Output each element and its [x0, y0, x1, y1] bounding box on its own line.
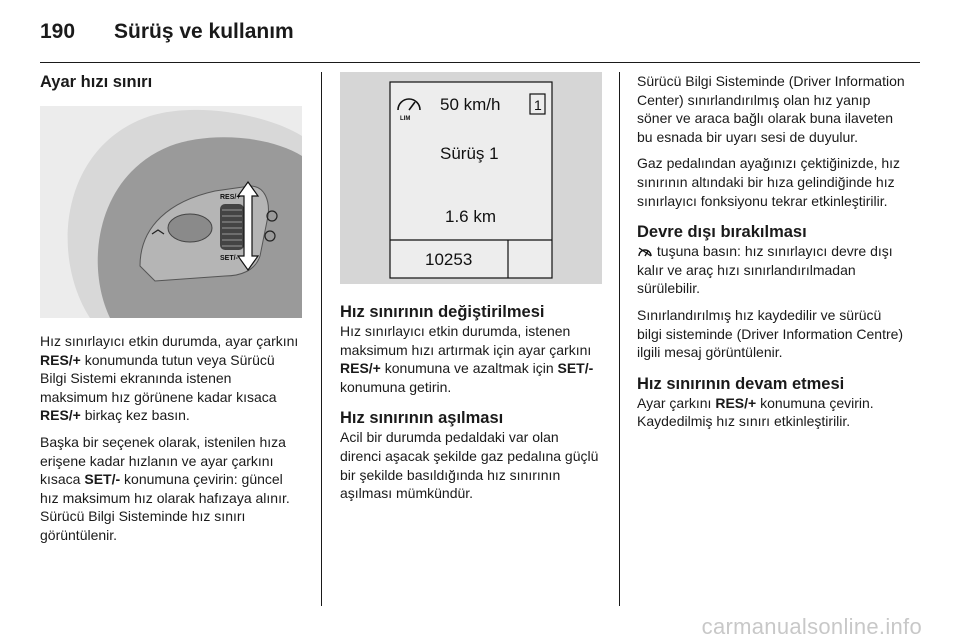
section-title: Ayar hızı sınırı	[40, 73, 153, 91]
column-2	[340, 72, 602, 503]
section-title: Hız sınırının aşılması	[340, 409, 504, 428]
paragraph: Sınırlandırılmış hız kaydedilir ve sürücü bilgi sisteminde (Driver Information Centre) ilgili mesaj görüntülenir.	[637, 306, 904, 361]
odometer: 10253	[425, 250, 473, 269]
paragraph: Gaz pedalından ayağınızı çektiğinizde, hız sınırının altındaki bir hıza gelindiğinde hız sınırlayıcı fonksiyonu tekrar etkinleştirilir.	[637, 155, 901, 209]
page-header	[40, 20, 920, 64]
paragraph: Sürücü Bilgi Sisteminde (Driver Information Center) sınırlandırılmış olan hız yanıp söner ve araca bağlı olarak buna ilaveten bu esnada bir uyarı sesi de duyulur.	[637, 73, 905, 145]
header-rule	[40, 62, 920, 63]
paragraph: Ayar çarkını RES/+ konumuna çevirin. Kaydedilmiş hız sınırı etkinleştirilir.	[637, 394, 874, 430]
paragraph: Başka bir seçenek olarak, istenilen hıza erişene kadar hızlanın ve ayar çarkını kısaca SET/- konumuna çevirin: güncel hız maksimum hız olarak hafızaya alınır. Sürücü Bilgi Sisteminde hız sınırı görüntülenir.	[40, 433, 290, 543]
watermark: carmanualsonline.info	[701, 614, 922, 639]
box-number: 1	[534, 97, 542, 113]
column-divider	[619, 72, 620, 606]
steering-wheel-figure	[40, 106, 302, 318]
section-title: Hız sınırının devam etmesi	[637, 374, 845, 393]
section-title: Hız sınırının değiştirilmesi	[340, 303, 545, 321]
section-title: Devre dışı bırakılması	[637, 223, 807, 242]
chapter-title: Sürüş ve kullanım	[114, 20, 294, 43]
column-divider	[321, 72, 322, 606]
drive-mode: Sürüş 1	[440, 144, 499, 163]
svg-text:LIM: LIM	[400, 116, 411, 122]
driver-display-figure	[340, 72, 602, 284]
column-3	[637, 72, 907, 431]
trip-distance: 1.6 km	[445, 207, 497, 226]
paragraph: Hız sınırlayıcı etkin durumda, istenen maksimum hızı artırmak için ayar çarkını RES/+ konumuna ve azaltmak için SET/- konumuna getirin.	[340, 323, 594, 395]
limit-speed: 50 km/h	[440, 95, 501, 114]
paragraph: Hız sınırlayıcı etkin durumda, ayar çarkını RES/+ konumunda tutun veya Sürücü Bilgi Sistemi ekranında istenen maksimum hız görünene kadar kısaca RES/+ birkaç kez basın.	[40, 333, 299, 424]
paragraph: Acil bir durumda pedaldaki var olan direnci aşacak şekilde gaz pedalına güçlü bir şekilde basıldığında hız sınırının aşılması mümkündür.	[340, 429, 599, 502]
speed-limiter-off-icon	[637, 246, 653, 257]
res-label: RES/+	[220, 194, 241, 201]
paragraph: tuşuna basın: hız sınırlayıcı devre dışı kalır ve araç hızı sınırlandırılmadan sürülebilir.	[637, 243, 893, 297]
page-number: 190	[40, 20, 76, 43]
set-label: SET/-	[220, 255, 238, 262]
column-1	[40, 72, 302, 545]
